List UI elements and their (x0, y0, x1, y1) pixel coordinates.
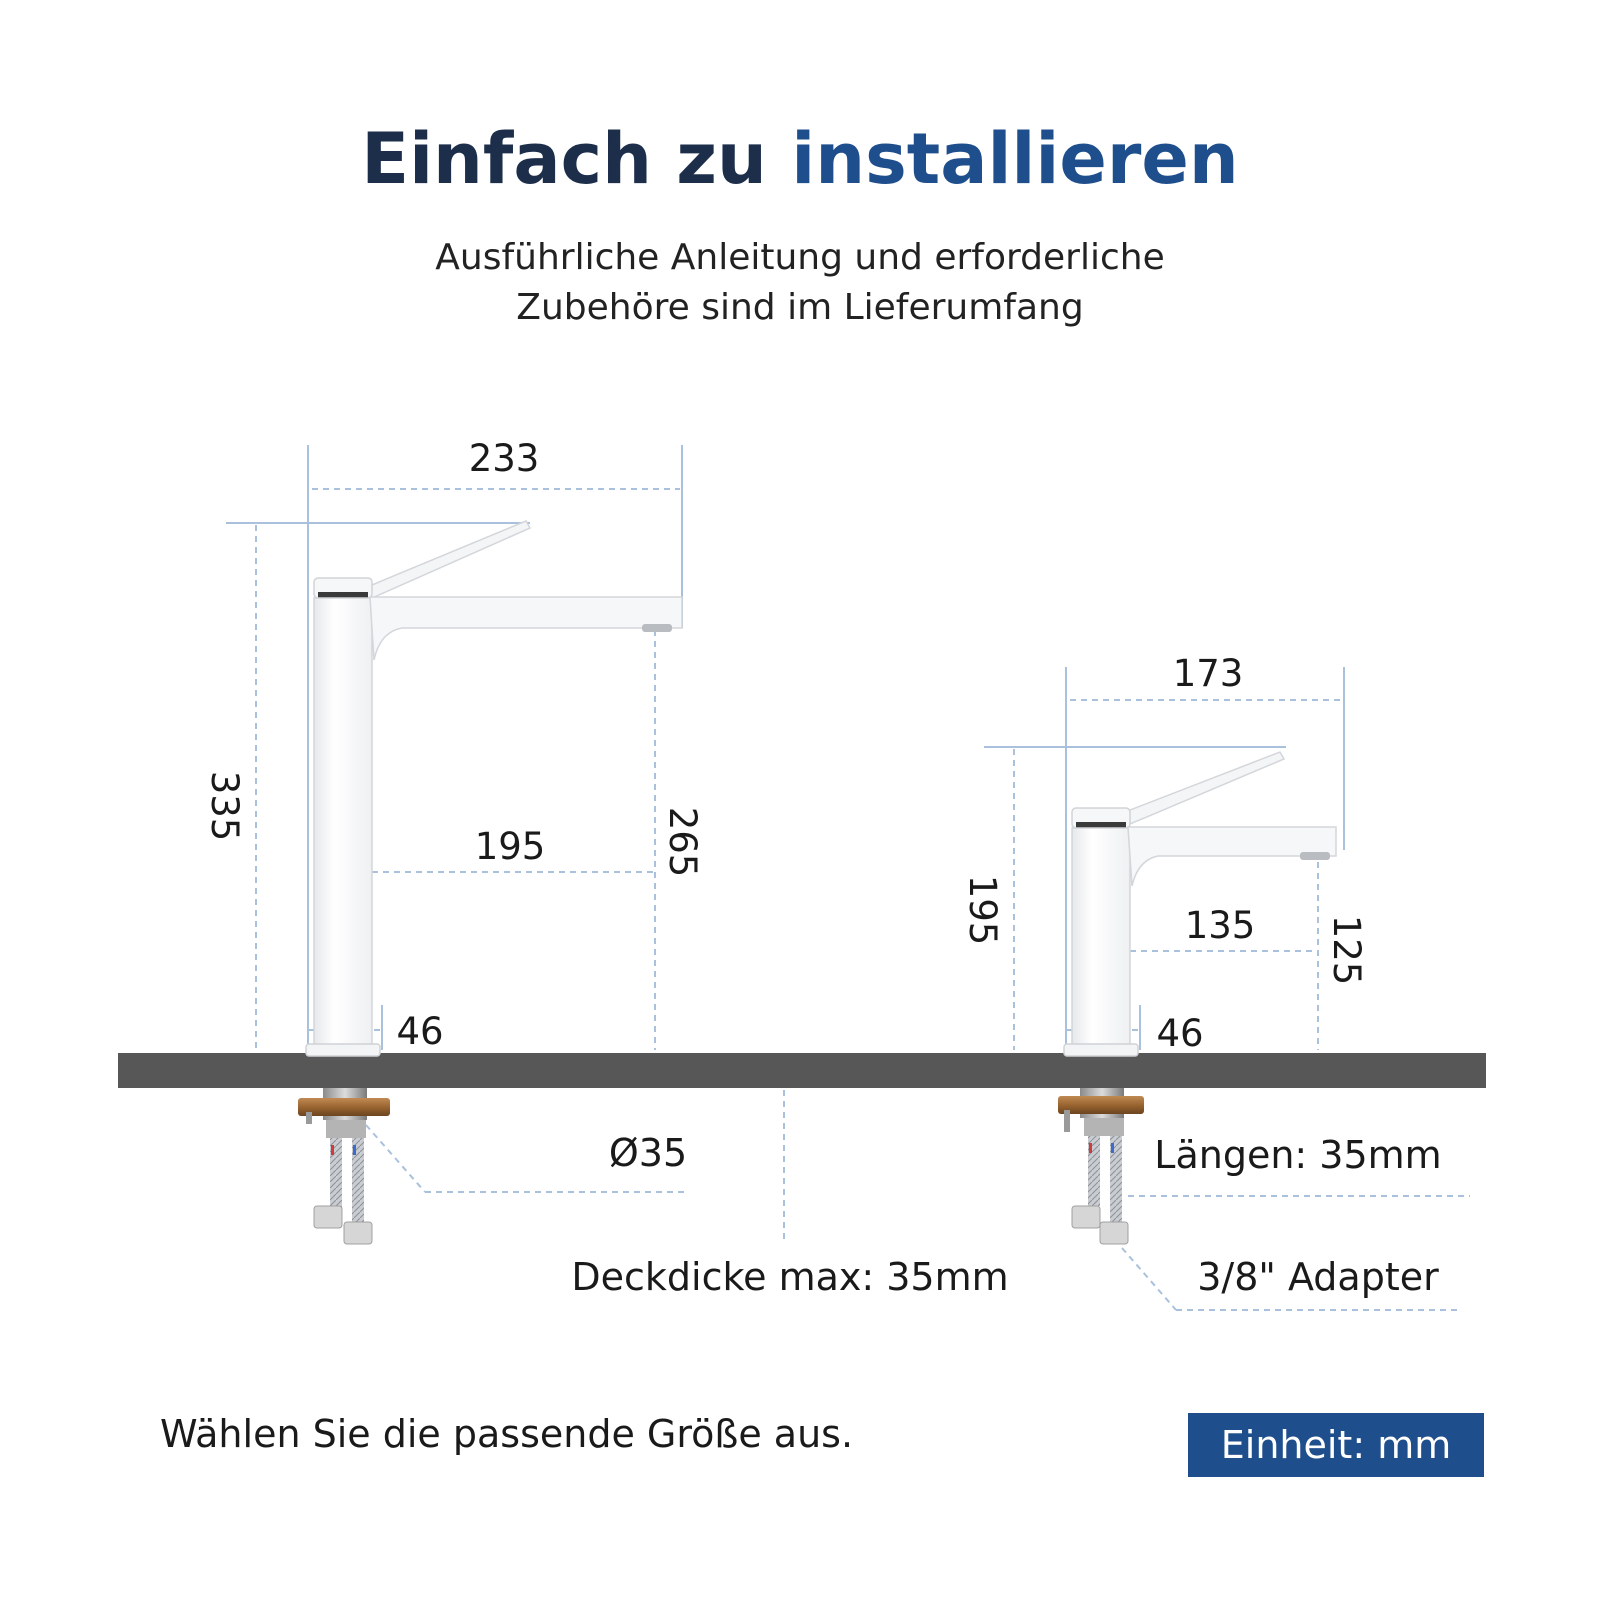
subtitle-line-2: Zubehöre sind im Lieferumfang (516, 287, 1084, 328)
short-faucet-base-ring (1064, 1044, 1138, 1056)
short-base-dimension: 46 (1156, 1012, 1204, 1055)
deck-thickness-label: Deckdicke max: 35mm (571, 1255, 1009, 1299)
tall-spout-reach-dimension: 195 (474, 825, 546, 868)
size-selection-note: Wählen Sie die passende Größe aus. (160, 1412, 854, 1456)
short-height-dimension: 195 (961, 874, 1004, 946)
short-faucet-handle (1112, 752, 1284, 824)
short-spout-reach-dimension: 135 (1184, 904, 1256, 947)
short-faucet-nut (1058, 1096, 1144, 1114)
title-part-2: installieren (791, 118, 1239, 200)
tall-faucet-body (314, 598, 372, 1050)
tall-faucet-handle (355, 521, 530, 598)
tall-faucet-base-ring (306, 1044, 380, 1056)
tall-base-dimension: 46 (396, 1010, 444, 1053)
subtitle-line-1: Ausführliche Anleitung und erforderliche (435, 237, 1165, 278)
short-faucet-body (1072, 828, 1130, 1050)
tall-spout-height-dimension: 265 (661, 806, 704, 878)
short-width-dimension: 173 (1172, 652, 1244, 695)
tall-faucet-spout (370, 597, 682, 660)
tall-height-dimension: 335 (203, 770, 246, 842)
unit-badge-label: Einheit: mm (1220, 1423, 1452, 1467)
tall-width-dimension: 233 (468, 437, 540, 480)
countertop-texture (118, 1053, 1486, 1088)
hole-diameter-label: Ø35 (608, 1131, 688, 1175)
short-spout-height-dimension: 125 (1325, 914, 1368, 986)
hose-length-label: Längen: 35mm (1154, 1133, 1442, 1177)
unit-badge (1188, 1413, 1484, 1477)
adapter-label: 3/8" Adapter (1197, 1255, 1439, 1299)
title-part-1: Einfach zu (361, 118, 767, 200)
